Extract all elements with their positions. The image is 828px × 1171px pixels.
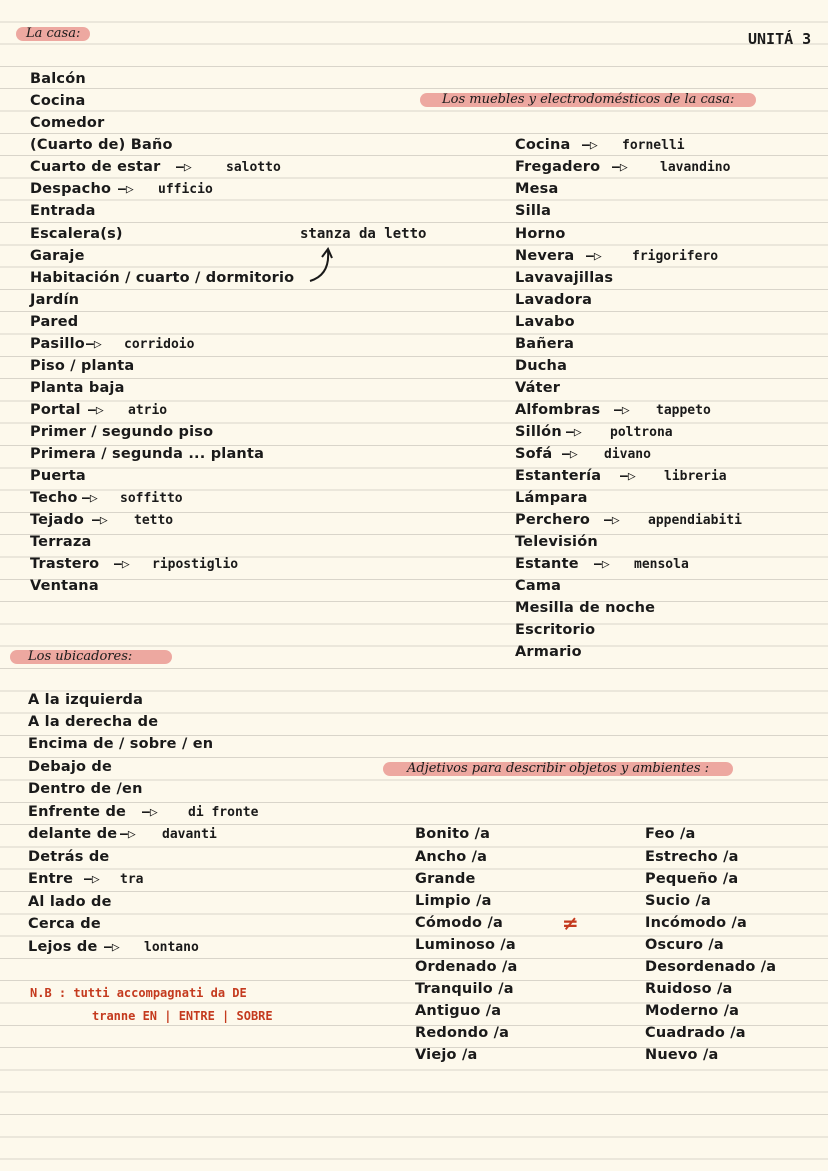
translation-note: atrio	[128, 403, 168, 418]
translation-note: poltrona	[610, 425, 673, 440]
list-item: Ruidoso /a	[645, 981, 733, 997]
arrow-icon: —▷	[594, 557, 610, 572]
list-item: Cama	[515, 578, 562, 594]
list-item: (Cuarto de) Baño	[30, 137, 173, 153]
translation-note: mensola	[634, 557, 689, 572]
list-item: Moderno /a	[645, 1003, 740, 1019]
translation-note: ripostiglio	[152, 557, 239, 572]
list-item: Cerca de	[28, 916, 101, 932]
translation-note: corridoio	[124, 337, 195, 352]
list-item: Estante	[515, 556, 579, 572]
list-item: Jardín	[30, 292, 80, 308]
list-item: Feo /a	[645, 826, 696, 842]
list-item: Horno	[515, 226, 566, 242]
list-item: Detrás de	[28, 849, 110, 865]
arrow-icon: —▷	[562, 447, 578, 462]
list-item: Estrecho /a	[645, 849, 739, 865]
translation-note: appendiabiti	[648, 513, 742, 528]
arrow-icon: —▷	[88, 403, 104, 418]
arrow-icon: —▷	[614, 403, 630, 418]
translation-note: libreria	[664, 469, 727, 484]
list-item: Nuevo /a	[645, 1047, 719, 1063]
list-item: Entrada	[30, 203, 96, 219]
list-item: delante de	[28, 826, 118, 842]
list-item: Mesilla de noche	[515, 600, 656, 616]
list-item: Grande	[415, 871, 476, 887]
list-item: Trastero	[30, 556, 100, 572]
list-item: Mesa	[515, 181, 559, 197]
list-item: Lejos de	[28, 939, 98, 955]
translation-note: davanti	[162, 827, 217, 842]
list-item: Lavavajillas	[515, 270, 614, 286]
translation-note: ufficio	[158, 182, 213, 197]
nb-note-line2: tranne EN | ENTRE | SOBRE	[92, 1009, 273, 1023]
list-item: Ducha	[515, 358, 568, 374]
arrow-icon: —▷	[582, 138, 598, 153]
list-item: Piso / planta	[30, 358, 135, 374]
translation-note: lavandino	[660, 160, 731, 175]
arrow-icon: —▷	[86, 337, 102, 352]
list-item: Lámpara	[515, 490, 588, 506]
list-item: Escalera(s)	[30, 226, 123, 242]
list-item: Viejo /a	[415, 1047, 478, 1063]
arrow-icon: —▷	[566, 425, 582, 440]
arrow-icon: —▷	[84, 872, 100, 887]
list-item: Cuadrado /a	[645, 1025, 746, 1041]
translation-note: tappeto	[656, 403, 711, 418]
list-item: Ventana	[30, 578, 99, 594]
nb-note-line1: N.B : tutti accompagnati da DE	[30, 986, 247, 1000]
ubicadores-title: Los ubicadores:	[10, 650, 172, 664]
list-item: Enfrente de	[28, 804, 127, 820]
list-item: Estantería	[515, 468, 602, 484]
list-item: Sucio /a	[645, 893, 712, 909]
arrow-icon: —▷	[586, 249, 602, 264]
translation-note: tra	[120, 872, 144, 887]
translation-note: lontano	[144, 940, 199, 955]
list-item: Nevera	[515, 248, 575, 264]
list-item: Váter	[515, 380, 561, 396]
list-item: Lavabo	[515, 314, 575, 330]
list-item: Armario	[515, 644, 582, 660]
list-item: Ancho /a	[415, 849, 488, 865]
list-item: Primer / segundo piso	[30, 424, 214, 440]
list-item: Tejado	[30, 512, 85, 528]
list-item: Techo	[30, 490, 78, 506]
arrow-icon: —▷	[114, 557, 130, 572]
arrow-icon: —▷	[604, 513, 620, 528]
list-item: Tranquilo /a	[415, 981, 514, 997]
list-item: Cocina	[515, 137, 571, 153]
translation-note: frigorifero	[632, 249, 719, 264]
list-item: Al lado de	[28, 894, 112, 910]
arrow-icon: —▷	[142, 805, 158, 820]
curved-arrow-icon	[304, 245, 344, 285]
translation-note: tetto	[134, 513, 174, 528]
list-item: Habitación / cuarto / dormitorio	[30, 270, 295, 286]
list-item: Oscuro /a	[645, 937, 724, 953]
list-item: Primera / segunda ... planta	[30, 446, 265, 462]
list-item: Cuarto de estar	[30, 159, 161, 175]
arrow-icon: —▷	[104, 940, 120, 955]
list-item: Bañera	[515, 336, 575, 352]
list-item: Portal	[30, 402, 81, 418]
list-item: Escritorio	[515, 622, 596, 638]
list-item: Dentro de /en	[28, 781, 143, 797]
casa-title: La casa:	[16, 27, 90, 41]
list-item: Garaje	[30, 248, 85, 264]
list-item: Sillón	[515, 424, 562, 440]
list-item: Televisión	[515, 534, 598, 550]
arrow-icon: —▷	[92, 513, 108, 528]
list-item: Entre	[28, 871, 74, 887]
list-item: A la izquierda	[28, 692, 144, 708]
not-equal-icon: ≠	[562, 911, 579, 935]
list-item: Bonito /a	[415, 826, 491, 842]
translation-note: divano	[604, 447, 651, 462]
list-item: Silla	[515, 203, 552, 219]
arrow-icon: —▷	[82, 491, 98, 506]
list-item: Incómodo /a	[645, 915, 748, 931]
translation-note: di fronte	[188, 805, 259, 820]
list-item: Antiguo /a	[415, 1003, 502, 1019]
arrow-icon: —▷	[118, 182, 134, 197]
list-item: Luminoso /a	[415, 937, 516, 953]
translation-note: salotto	[226, 160, 281, 175]
list-item: Perchero	[515, 512, 591, 528]
list-item: Pequeño /a	[645, 871, 739, 887]
list-item: Limpio /a	[415, 893, 492, 909]
translation-note: soffitto	[120, 491, 183, 506]
adjetivos-title: Adjetivos para describir objetos y ambientes :	[383, 762, 733, 776]
unit-label: UNITÁ 3	[748, 30, 812, 48]
list-item: Fregadero	[515, 159, 601, 175]
arrow-icon: —▷	[176, 160, 192, 175]
translation-note: stanza da letto	[300, 226, 427, 242]
list-item: Planta baja	[30, 380, 125, 396]
list-item: Comedor	[30, 115, 105, 131]
muebles-title: Los muebles y electrodomésticos de la casa:	[420, 93, 756, 107]
list-item: Sofá	[515, 446, 553, 462]
list-item: Pared	[30, 314, 79, 330]
list-item: Ordenado /a	[415, 959, 518, 975]
list-item: Lavadora	[515, 292, 593, 308]
list-item: Cómodo /a	[415, 915, 503, 931]
list-item: Cocina	[30, 93, 86, 109]
list-item: Puerta	[30, 468, 86, 484]
arrow-icon: —▷	[612, 160, 628, 175]
list-item: Pasillo	[30, 336, 85, 352]
list-item: A la derecha de	[28, 714, 159, 730]
arrow-icon: —▷	[620, 469, 636, 484]
list-item: Despacho	[30, 181, 112, 197]
list-item: Encima de / sobre / en	[28, 736, 214, 752]
list-item: Redondo /a	[415, 1025, 510, 1041]
list-item: Desordenado /a	[645, 959, 777, 975]
arrow-icon: —▷	[120, 827, 136, 842]
list-item: Terraza	[30, 534, 92, 550]
translation-note: fornelli	[622, 138, 685, 153]
list-item: Balcón	[30, 71, 86, 87]
list-item: Debajo de	[28, 759, 113, 775]
list-item: Alfombras	[515, 402, 601, 418]
